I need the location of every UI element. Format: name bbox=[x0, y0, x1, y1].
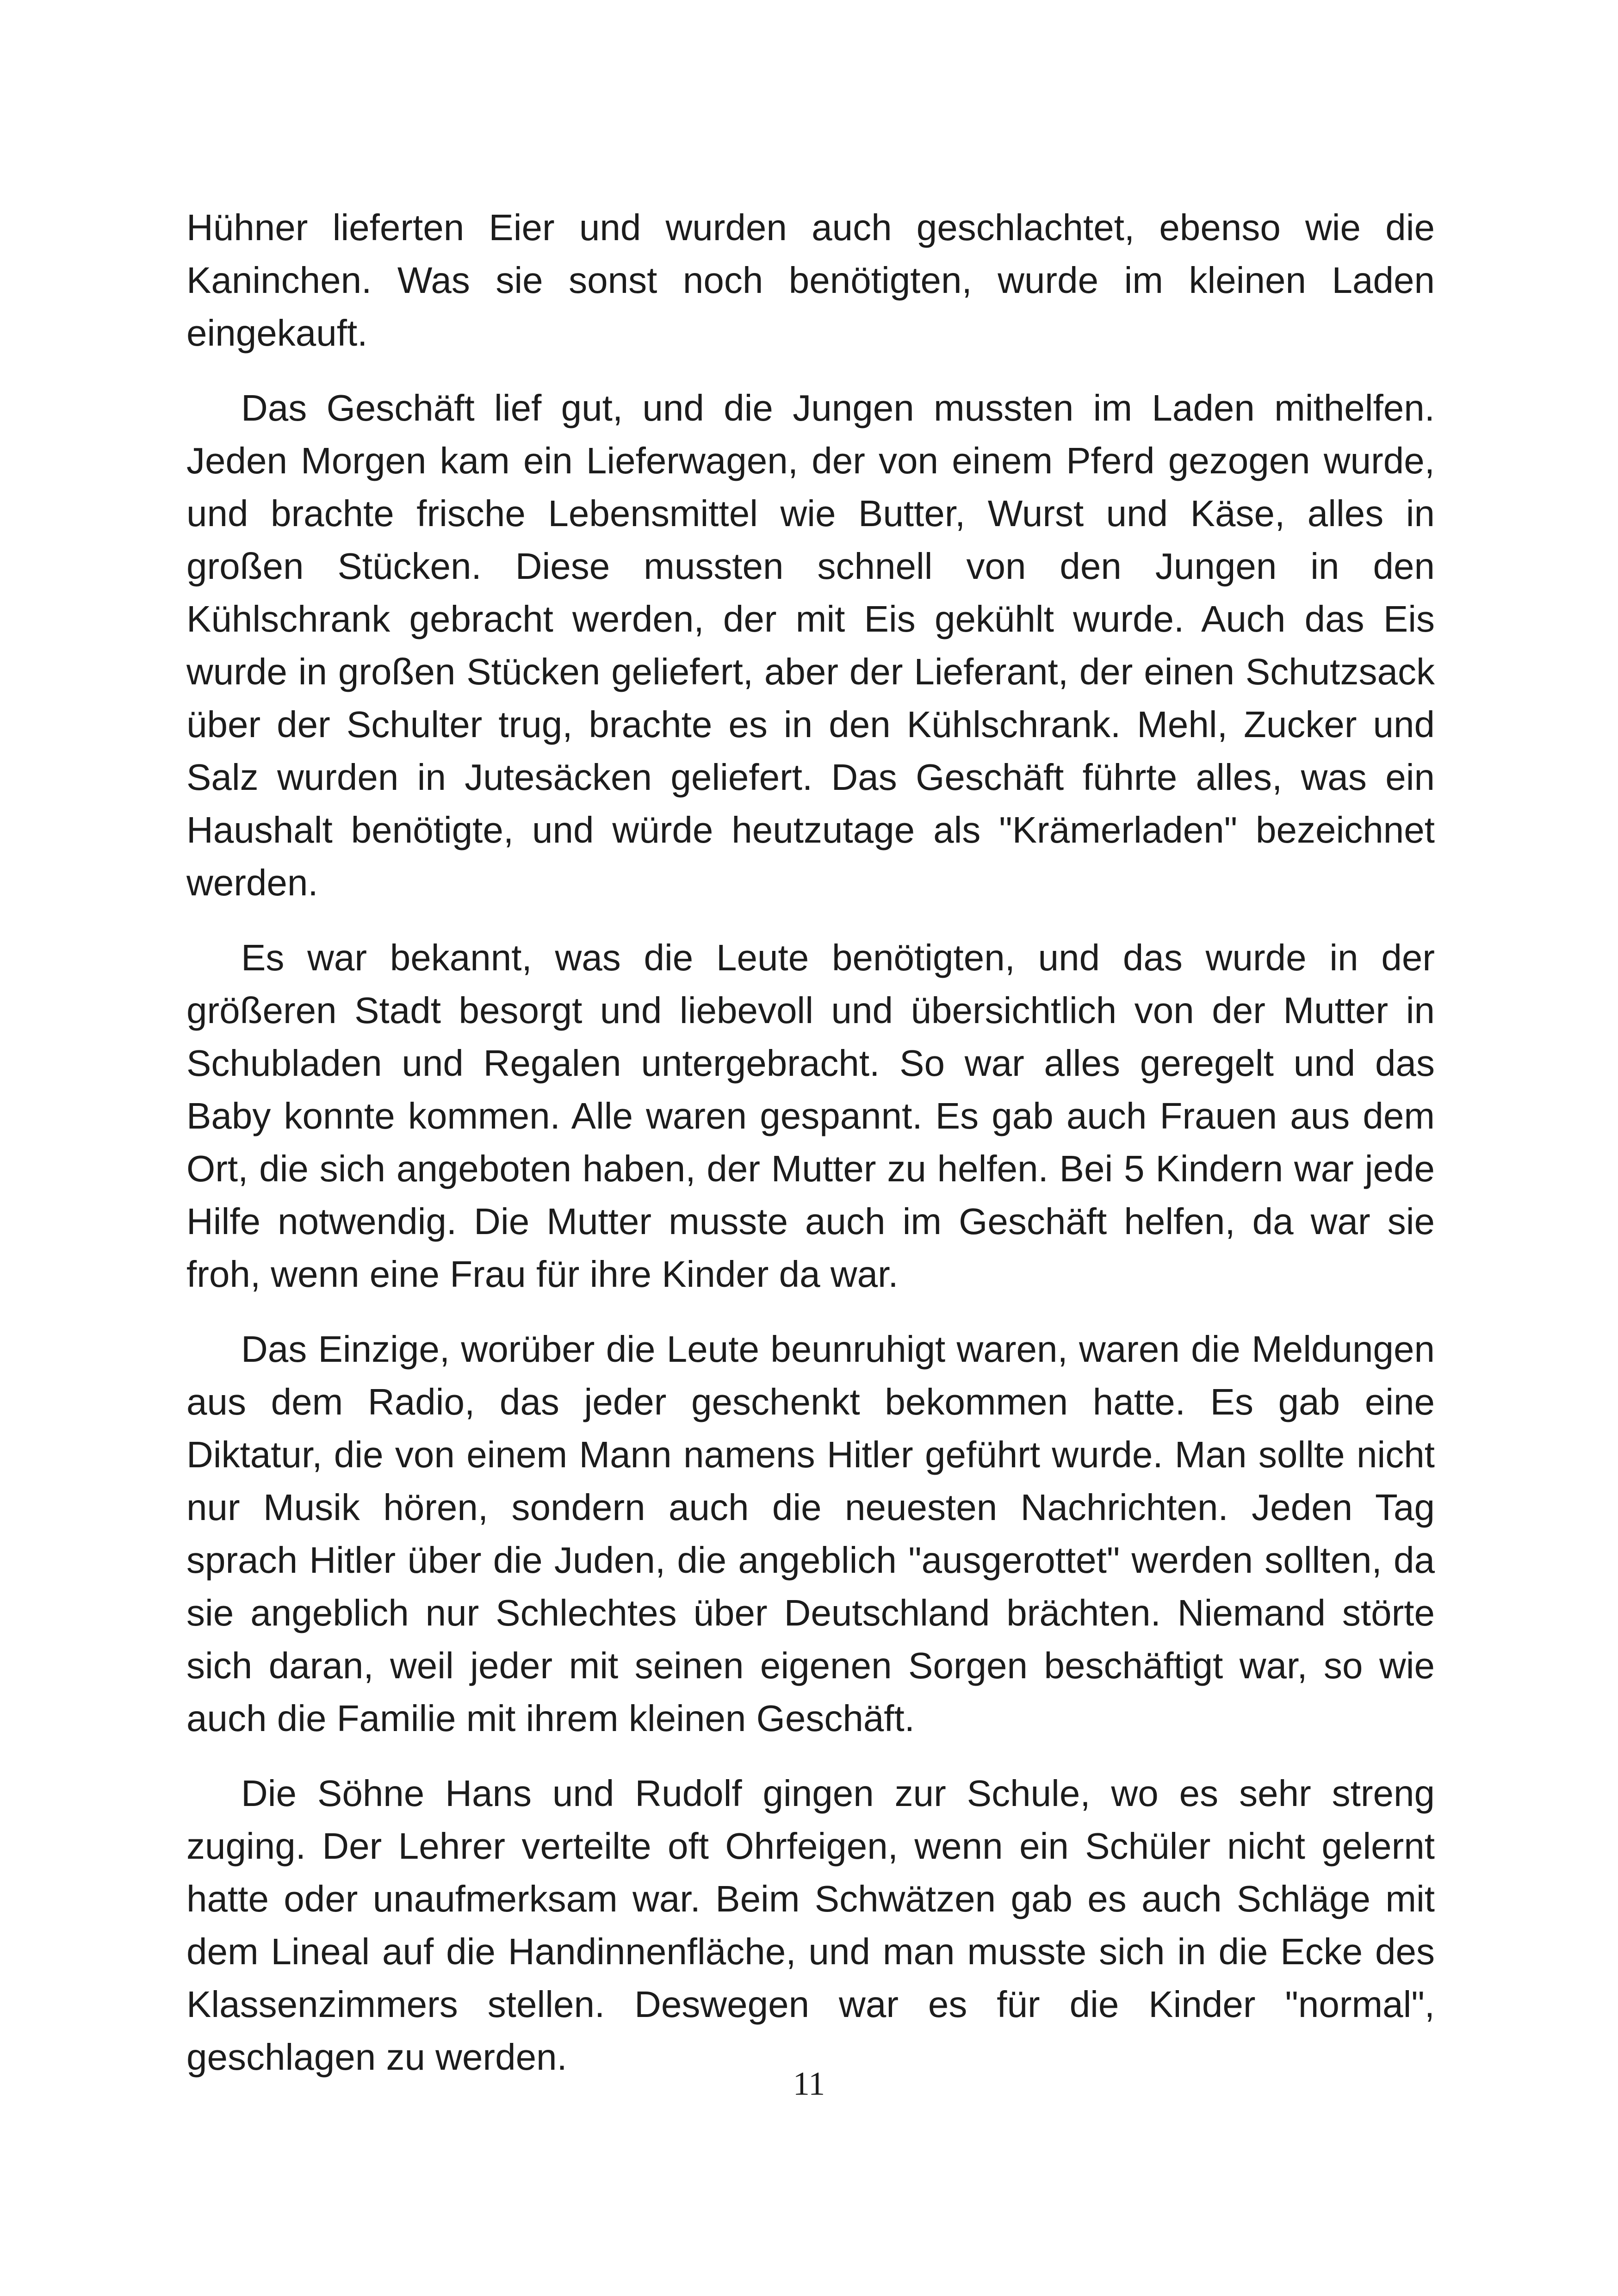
paragraph-5: Die Söhne Hans und Rudolf gingen zur Schule, wo es sehr streng zuging. Der Lehrer verteilte oft Ohrfeigen, wenn ein Schüler nicht gelernt hatte oder unaufmerksam war. Beim Schwätzen gab es auch Schläge mit dem Lineal auf die Handinnenfläche, und man musste sich in die Ecke des Klassenzimmers stellen. Deswegen war es für die Kinder "normal", geschlagen zu werden. bbox=[186, 1773, 1435, 2078]
paragraph-2: Das Geschäft lief gut, und die Jungen mussten im Laden mithelfen. Jeden Morgen kam ein Lieferwagen, der von einem Pferd gezogen wurde, und brachte frische Lebensmittel wie Butter, Wurst und Käse, alles in großen Stücken. Diese mussten schnell von den Jungen in den Kühlschrank gebracht werden, der mit Eis gekühlt wurde. Auch das Eis wurde in großen Stücken geliefert, aber der Lieferant, der einen Schutzsack über der Schulter trug, brachte es in den Kühlschrank. Mehl, Zucker und Salz wurden in Jutesäcken geliefert. Das Geschäft führte alles, was ein Haushalt benötigte, und würde heutzutage als "Krämerladen" bezeichnet werden. bbox=[186, 387, 1435, 903]
page-number: 11 bbox=[793, 2065, 825, 2102]
body-text bbox=[186, 201, 1435, 2106]
paragraph-4: Das Einzige, worüber die Leute beunruhigt waren, waren die Meldungen aus dem Radio, das jeder geschenkt bekommen hatte. Es gab eine Diktatur, die von einem Mann namens Hitler geführt wurde. Man sollte nicht nur Musik hören, sondern auch die neuesten Nachrichten. Jeden Tag sprach Hitler über die Juden, die angeblich "ausgerottet" werden sollten, da sie angeblich nur Schlechtes über Deutschland brächten. Niemand störte sich daran, weil jeder mit seinen eigenen Sorgen beschäftigt war, so wie auch die Familie mit ihrem kleinen Geschäft. bbox=[186, 1328, 1435, 1739]
paragraph-1: Hühner lieferten Eier und wurden auch geschlachtet, ebenso wie die Kaninchen. Was sie sonst noch benötigten, wurde im kleinen Laden eingekauft. bbox=[186, 207, 1435, 354]
paragraph-3: Es war bekannt, was die Leute benötigten, und das wurde in der größeren Stadt besorgt und liebevoll und übersichtlich von der Mutter in Schubladen und Regalen untergebracht. So war alles geregelt und das Baby konnte kommen. Alle waren gespannt. Es gab auch Frauen aus dem Ort, die sich angeboten haben, der Mutter zu helfen. Bei 5 Kindern war jede Hilfe notwendig. Die Mutter musste auch im Geschäft helfen, da war sie froh, wenn eine Frau für ihre Kinder da war. bbox=[186, 937, 1435, 1295]
